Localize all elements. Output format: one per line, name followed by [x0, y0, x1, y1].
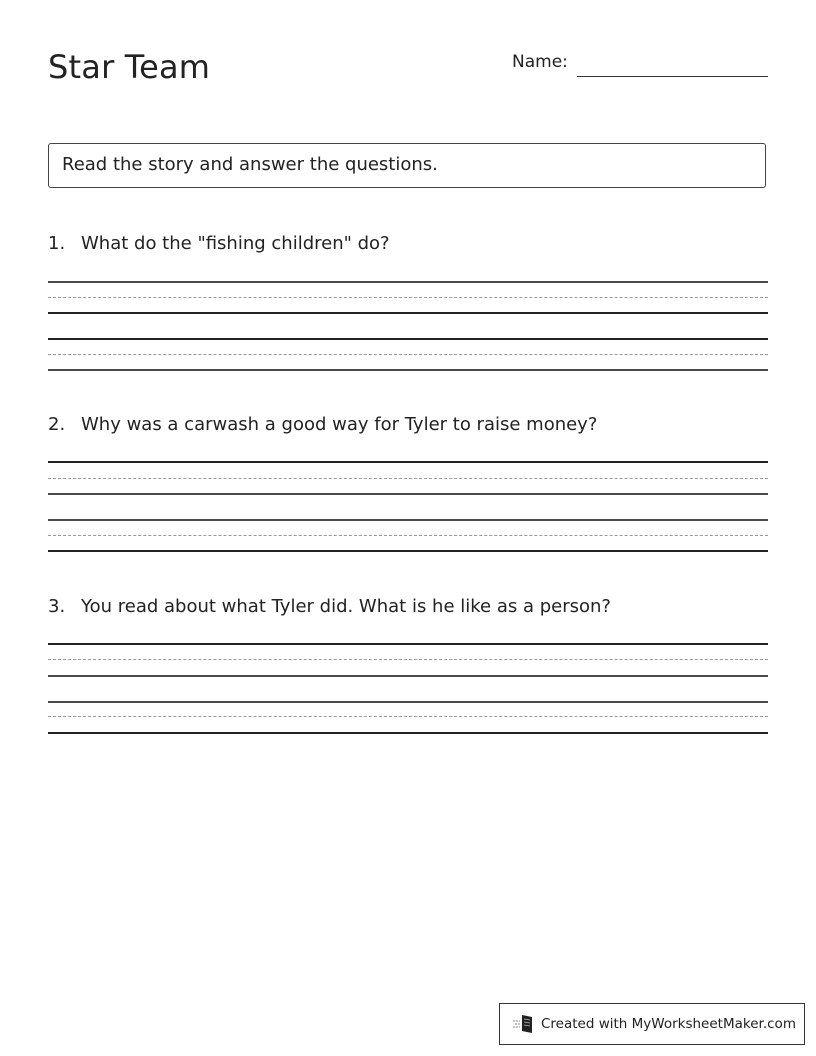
answer-line-top [48, 701, 768, 703]
answer-line-baseline [48, 493, 768, 495]
question-1 [48, 233, 390, 254]
footer-credit [499, 1003, 805, 1045]
name-write-line [577, 76, 768, 77]
answer-line-top [48, 281, 768, 283]
question-number: 3. [48, 596, 66, 617]
answer-line-baseline [48, 732, 768, 734]
answer-line-midline [48, 297, 768, 298]
answer-line-midline [48, 354, 768, 355]
question-text: Why was a carwash a good way for Tyler to raise money? [81, 414, 598, 435]
footer-text: Created with MyWorksheetMaker.com [541, 1016, 796, 1032]
question-2 [48, 414, 597, 435]
question-text: What do the "fishing children" do? [81, 233, 390, 254]
answer-line-top [48, 519, 768, 521]
question-3 [48, 596, 611, 617]
worksheet-title: Star Team [48, 48, 211, 86]
question-text: You read about what Tyler did. What is he like as a person? [81, 596, 611, 617]
instructions-box [48, 143, 766, 188]
answer-line-midline [48, 535, 768, 536]
answer-line-baseline [48, 369, 768, 371]
answer-line-top [48, 461, 768, 463]
answer-line-midline [48, 716, 768, 717]
instructions-text: Read the story and answer the questions. [62, 154, 438, 175]
answer-line-baseline [48, 550, 768, 552]
answer-line-top [48, 643, 768, 645]
question-number: 2. [48, 414, 66, 435]
answer-line-baseline [48, 675, 768, 677]
question-number: 1. [48, 233, 66, 254]
answer-line-midline [48, 659, 768, 660]
answer-line-top [48, 338, 768, 340]
answer-line-midline [48, 478, 768, 479]
worksheet-maker-logo-icon [512, 1013, 536, 1035]
name-label: Name: [512, 52, 568, 72]
name-field [512, 52, 568, 72]
answer-line-baseline [48, 312, 768, 314]
